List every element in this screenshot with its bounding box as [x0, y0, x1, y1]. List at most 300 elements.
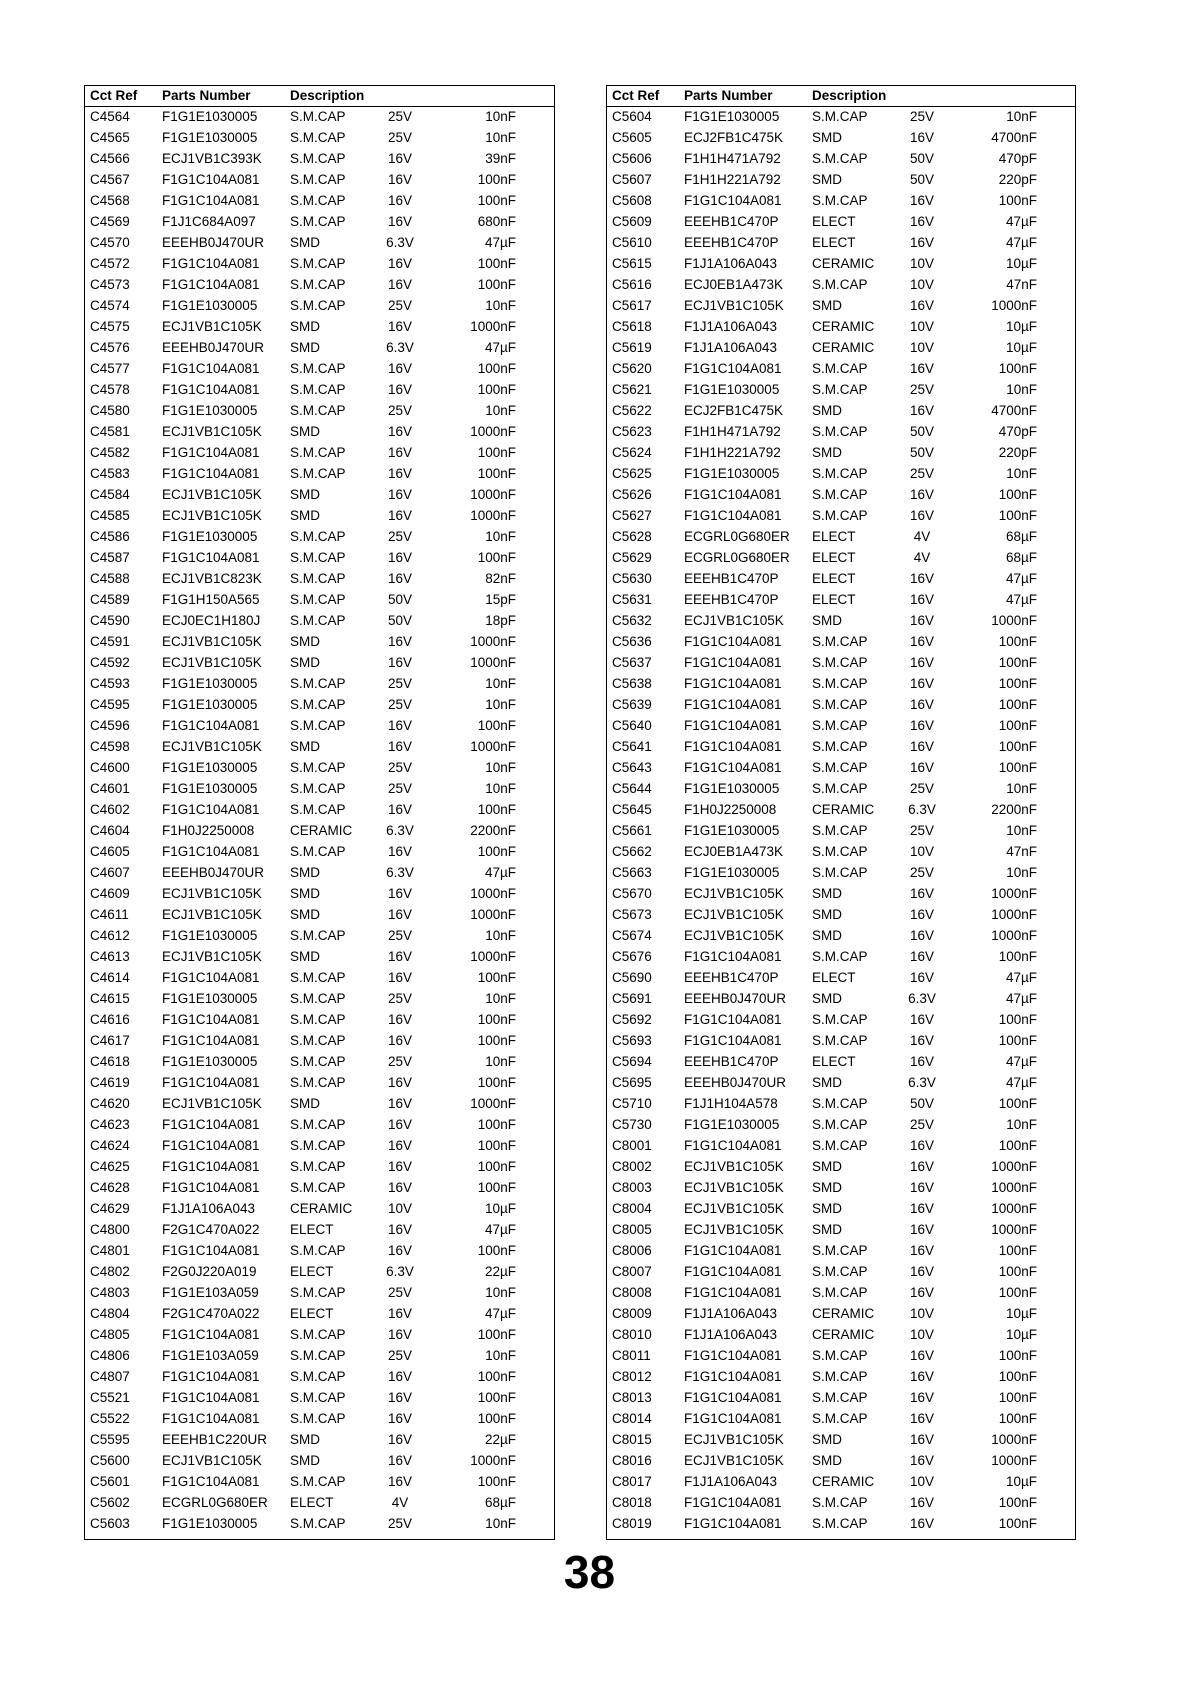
cell-parts-number: ECJ1VB1C105K: [684, 1432, 784, 1447]
cell-parts-number: F1G1C104A081: [684, 1516, 782, 1531]
cell-cct-ref: C5695: [612, 1075, 652, 1090]
cell-cct-ref: C4572: [90, 256, 130, 271]
table-row: [607, 968, 1075, 989]
cell-description: S.M.CAP: [812, 676, 868, 691]
cell-cct-ref: C8009: [612, 1306, 652, 1321]
cell-parts-number: ECJ1VB1C105K: [684, 613, 784, 628]
cell-value: 68µF: [1005, 550, 1037, 565]
cell-value: 100nF: [477, 844, 516, 859]
cell-cct-ref: C4583: [90, 466, 130, 481]
cell-description: S.M.CAP: [290, 193, 346, 208]
cell-description: CERAMIC: [290, 1201, 353, 1216]
table-row: [607, 1304, 1075, 1325]
table-row: [85, 1199, 554, 1220]
cell-cct-ref: C4614: [90, 970, 130, 985]
cell-parts-number: F1G1C104A081: [162, 1369, 260, 1384]
table-row: [607, 884, 1075, 905]
cell-cct-ref: C5595: [90, 1432, 130, 1447]
cell-voltage: 16V: [387, 1159, 413, 1174]
cell-value: 1000nF: [470, 907, 516, 922]
cell-description: S.M.CAP: [290, 1327, 346, 1342]
cell-value: 470pF: [998, 424, 1037, 439]
table-row: [85, 170, 554, 191]
cell-description: S.M.CAP: [812, 1012, 868, 1027]
cell-description: ELECT: [812, 571, 856, 586]
cell-parts-number: ECJ1VB1C105K: [162, 319, 262, 334]
cell-voltage: 25V: [387, 1516, 413, 1531]
cell-cct-ref: C4609: [90, 886, 130, 901]
cell-parts-number: F1G1E1030005: [162, 298, 258, 313]
cell-value: 220pF: [998, 445, 1037, 460]
cell-description: ELECT: [812, 1054, 856, 1069]
table-row: [607, 1430, 1075, 1451]
cell-parts-number: F1G1C104A081: [684, 676, 782, 691]
cell-value: 18pF: [485, 613, 516, 628]
table-row: [85, 1346, 554, 1367]
cell-value: 1000nF: [470, 886, 516, 901]
cell-parts-number: ECGRL0G680ER: [684, 550, 790, 565]
cell-cct-ref: C4570: [90, 235, 130, 250]
cell-voltage: 16V: [387, 655, 413, 670]
table-row: [607, 485, 1075, 506]
cell-description: S.M.CAP: [812, 1516, 868, 1531]
cell-voltage: 16V: [387, 1180, 413, 1195]
cell-value: 47µF: [484, 1306, 516, 1321]
cell-voltage: 25V: [387, 529, 413, 544]
cell-voltage: 16V: [909, 1222, 935, 1237]
cell-description: S.M.CAP: [812, 1138, 868, 1153]
cell-cct-ref: C5521: [90, 1390, 130, 1405]
cell-value: 10nF: [1006, 109, 1037, 124]
table-row: [85, 338, 554, 359]
cell-parts-number: F1G1C104A081: [162, 1075, 260, 1090]
cell-description: CERAMIC: [290, 823, 353, 838]
cell-cct-ref: C4581: [90, 424, 130, 439]
cell-cct-ref: C5622: [612, 403, 652, 418]
cell-value: 1000nF: [470, 487, 516, 502]
table-row: [607, 422, 1075, 443]
cell-cct-ref: C8007: [612, 1264, 652, 1279]
cell-cct-ref: C5644: [612, 781, 652, 796]
table-row: [85, 1094, 554, 1115]
cell-voltage: 16V: [909, 403, 935, 418]
cell-value: 100nF: [477, 970, 516, 985]
cell-cct-ref: C4585: [90, 508, 130, 523]
table-row: [85, 485, 554, 506]
cell-value: 100nF: [998, 1285, 1037, 1300]
cell-parts-number: ECJ1VB1C105K: [162, 1096, 262, 1111]
cell-parts-number: F1G1E1030005: [684, 109, 780, 124]
table-row: [607, 1283, 1075, 1304]
table-row: [85, 1325, 554, 1346]
cell-parts-number: F1J1A106A043: [684, 1327, 778, 1342]
cell-description: S.M.CAP: [290, 1180, 346, 1195]
table-row: [85, 821, 554, 842]
cell-cct-ref: C4624: [90, 1138, 130, 1153]
cell-parts-number: ECJ1VB1C105K: [162, 634, 262, 649]
cell-parts-number: F1G1E1030005: [684, 382, 780, 397]
cell-value: 1000nF: [991, 298, 1037, 313]
cell-value: 47µF: [484, 865, 516, 880]
cell-value: 10nF: [485, 130, 516, 145]
cell-value: 47nF: [1006, 844, 1037, 859]
cell-cct-ref: C4800: [90, 1222, 130, 1237]
cell-voltage: 16V: [909, 1159, 935, 1174]
table-body: [607, 107, 1075, 1535]
cell-voltage: 16V: [387, 1243, 413, 1258]
cell-value: 1000nF: [470, 655, 516, 670]
table-row: [85, 758, 554, 779]
cell-cct-ref: C5710: [612, 1096, 652, 1111]
cell-cct-ref: C4802: [90, 1264, 130, 1279]
cell-description: S.M.CAP: [812, 1243, 868, 1258]
table-row: [85, 1010, 554, 1031]
cell-description: S.M.CAP: [290, 676, 346, 691]
table-row: [607, 1493, 1075, 1514]
table-row: [607, 821, 1075, 842]
cell-parts-number: F1G1C104A081: [684, 1495, 782, 1510]
cell-parts-number: F1H1H221A792: [684, 445, 781, 460]
cell-description: SMD: [290, 886, 320, 901]
table-row: [85, 1514, 554, 1535]
cell-value: 15pF: [485, 592, 516, 607]
cell-cct-ref: C4591: [90, 634, 130, 649]
cell-description: S.M.CAP: [290, 1138, 346, 1153]
cell-value: 47µF: [484, 1222, 516, 1237]
cell-voltage: 16V: [387, 844, 413, 859]
cell-description: CERAMIC: [812, 802, 875, 817]
cell-voltage: 16V: [387, 1033, 413, 1048]
cell-value: 68µF: [1005, 529, 1037, 544]
cell-value: 1000nF: [991, 1180, 1037, 1195]
cell-description: S.M.CAP: [290, 1411, 346, 1426]
cell-cct-ref: C5620: [612, 361, 652, 376]
cell-description: S.M.CAP: [290, 445, 346, 460]
table-row: [607, 716, 1075, 737]
cell-value: 1000nF: [991, 1222, 1037, 1237]
cell-cct-ref: C4580: [90, 403, 130, 418]
cell-value: 100nF: [477, 1474, 516, 1489]
cell-description: SMD: [812, 613, 842, 628]
cell-value: 47µF: [1005, 970, 1037, 985]
cell-value: 100nF: [998, 1138, 1037, 1153]
cell-description: SMD: [290, 907, 320, 922]
cell-parts-number: ECJ1VB1C105K: [684, 1222, 784, 1237]
cell-value: 100nF: [998, 760, 1037, 775]
cell-parts-number: F1G1E103A059: [162, 1285, 259, 1300]
cell-description: S.M.CAP: [290, 1390, 346, 1405]
cell-value: 100nF: [477, 361, 516, 376]
cell-parts-number: F1G1C104A081: [684, 1411, 782, 1426]
cell-description: SMD: [290, 1432, 320, 1447]
cell-cct-ref: C8017: [612, 1474, 652, 1489]
cell-voltage: 16V: [387, 970, 413, 985]
cell-value: 47µF: [1005, 235, 1037, 250]
cell-parts-number: F1G1C104A081: [162, 445, 260, 460]
cell-voltage: 16V: [909, 886, 935, 901]
cell-parts-number: F1H0J2250008: [684, 802, 777, 817]
cell-voltage: 16V: [909, 1033, 935, 1048]
table-row: [607, 443, 1075, 464]
cell-cct-ref: C5608: [612, 193, 652, 208]
cell-parts-number: F1G1E1030005: [162, 928, 258, 943]
table-row: [607, 317, 1075, 338]
cell-cct-ref: C4586: [90, 529, 130, 544]
cell-voltage: 16V: [387, 151, 413, 166]
cell-value: 47nF: [1006, 277, 1037, 292]
cell-voltage: 16V: [909, 1264, 935, 1279]
cell-voltage: 4V: [913, 529, 931, 544]
cell-cct-ref: C8013: [612, 1390, 652, 1405]
cell-value: 4700nF: [991, 130, 1037, 145]
cell-voltage: 16V: [387, 1117, 413, 1132]
cell-cct-ref: C4582: [90, 445, 130, 460]
table-row: [85, 527, 554, 548]
cell-value: 10nF: [485, 1348, 516, 1363]
cell-parts-number: ECJ0EB1A473K: [684, 844, 784, 859]
table-row: [607, 905, 1075, 926]
table-row: [85, 590, 554, 611]
cell-parts-number: EEEHB1C220UR: [162, 1432, 268, 1447]
cell-value: 47µF: [1005, 991, 1037, 1006]
cell-value: 39nF: [485, 151, 516, 166]
cell-voltage: 25V: [909, 382, 935, 397]
cell-voltage: 16V: [909, 1138, 935, 1153]
cell-cct-ref: C4576: [90, 340, 130, 355]
cell-cct-ref: C5610: [612, 235, 652, 250]
cell-parts-number: F1G1C104A081: [684, 1369, 782, 1384]
table-row: [85, 1430, 554, 1451]
cell-value: 1000nF: [991, 613, 1037, 628]
cell-parts-number: ECJ1VB1C105K: [162, 907, 262, 922]
cell-voltage: 16V: [909, 1453, 935, 1468]
cell-description: S.M.CAP: [290, 172, 346, 187]
cell-description: SMD: [812, 1432, 842, 1447]
cell-cct-ref: C4592: [90, 655, 130, 670]
cell-voltage: 16V: [909, 1411, 935, 1426]
cell-cct-ref: C5662: [612, 844, 652, 859]
cell-value: 100nF: [477, 718, 516, 733]
cell-parts-number: F1G1H150A565: [162, 592, 260, 607]
cell-description: S.M.CAP: [812, 487, 868, 502]
table-row: [607, 590, 1075, 611]
cell-cct-ref: C5676: [612, 949, 652, 964]
cell-parts-number: F1G1C104A081: [684, 1264, 782, 1279]
cell-parts-number: F1G1C104A081: [684, 508, 782, 523]
cell-cct-ref: C4587: [90, 550, 130, 565]
cell-voltage: 16V: [909, 487, 935, 502]
cell-voltage: 16V: [909, 214, 935, 229]
cell-cct-ref: C5632: [612, 613, 652, 628]
cell-description: SMD: [812, 907, 842, 922]
cell-voltage: 6.3V: [386, 1264, 414, 1279]
cell-cct-ref: C5602: [90, 1495, 130, 1510]
cell-parts-number: F1G1C104A081: [162, 1180, 260, 1195]
cell-value: 47µF: [1005, 592, 1037, 607]
table-row: [85, 1178, 554, 1199]
cell-cct-ref: C4801: [90, 1243, 130, 1258]
cell-voltage: 16V: [909, 592, 935, 607]
cell-voltage: 16V: [387, 466, 413, 481]
table-row: [85, 968, 554, 989]
table-row: [85, 1304, 554, 1325]
cell-cct-ref: C4593: [90, 676, 130, 691]
table-row: [607, 1073, 1075, 1094]
cell-cct-ref: C5640: [612, 718, 652, 733]
table-row: [607, 1451, 1075, 1472]
cell-description: S.M.CAP: [290, 214, 346, 229]
table-row: [85, 548, 554, 569]
cell-parts-number: F1G1C104A081: [162, 1033, 260, 1048]
cell-voltage: 16V: [387, 1474, 413, 1489]
cell-voltage: 50V: [909, 445, 935, 460]
table-row: [85, 695, 554, 716]
cell-parts-number: ECJ2FB1C475K: [684, 130, 784, 145]
cell-description: S.M.CAP: [290, 970, 346, 985]
cell-cct-ref: C4577: [90, 361, 130, 376]
cell-parts-number: F1G1C104A081: [162, 844, 260, 859]
cell-description: S.M.CAP: [812, 865, 868, 880]
cell-value: 1000nF: [991, 1432, 1037, 1447]
cell-cct-ref: C4616: [90, 1012, 130, 1027]
cell-voltage: 16V: [909, 1243, 935, 1258]
cell-voltage: 16V: [909, 613, 935, 628]
cell-cct-ref: C4574: [90, 298, 130, 313]
cell-cct-ref: C8016: [612, 1453, 652, 1468]
table-row: [607, 947, 1075, 968]
table-row: [85, 296, 554, 317]
cell-cct-ref: C4611: [90, 907, 129, 922]
cell-voltage: 6.3V: [908, 802, 936, 817]
cell-value: 1000nF: [470, 739, 516, 754]
cell-value: 470pF: [998, 151, 1037, 166]
cell-voltage: 6.3V: [386, 865, 414, 880]
cell-voltage: 25V: [387, 697, 413, 712]
cell-cct-ref: C4600: [90, 760, 130, 775]
cell-description: S.M.CAP: [290, 109, 346, 124]
table-row: [85, 422, 554, 443]
cell-parts-number: ECJ1VB1C105K: [684, 1201, 784, 1216]
cell-cct-ref: C5661: [612, 823, 652, 838]
cell-parts-number: F1G1C104A081: [684, 655, 782, 670]
table-row: [607, 506, 1075, 527]
cell-value: 100nF: [998, 1369, 1037, 1384]
cell-description: S.M.CAP: [812, 760, 868, 775]
cell-description: S.M.CAP: [290, 802, 346, 817]
cell-value: 1000nF: [991, 1159, 1037, 1174]
cell-parts-number: ECJ2FB1C475K: [684, 403, 784, 418]
cell-parts-number: F1G1E1030005: [684, 781, 780, 796]
cell-description: SMD: [812, 445, 842, 460]
cell-voltage: 25V: [909, 466, 935, 481]
cell-value: 1000nF: [470, 634, 516, 649]
cell-description: S.M.CAP: [812, 634, 868, 649]
cell-cct-ref: C4803: [90, 1285, 130, 1300]
cell-cct-ref: C5624: [612, 445, 652, 460]
cell-cct-ref: C5631: [612, 592, 652, 607]
table-row: [607, 779, 1075, 800]
cell-parts-number: F1G1E1030005: [684, 466, 780, 481]
table-row: [607, 107, 1075, 128]
cell-value: 100nF: [477, 256, 516, 271]
cell-parts-number: F1G1C104A081: [162, 718, 260, 733]
cell-parts-number: F1G1C104A081: [162, 802, 260, 817]
table-row: [85, 254, 554, 275]
cell-cct-ref: C5618: [612, 319, 652, 334]
cell-description: SMD: [812, 1201, 842, 1216]
cell-voltage: 16V: [909, 508, 935, 523]
table-row: [85, 989, 554, 1010]
cell-parts-number: EEEHB1C470P: [684, 571, 779, 586]
cell-value: 100nF: [998, 1243, 1037, 1258]
cell-cct-ref: C5663: [612, 865, 652, 880]
cell-voltage: 25V: [387, 1285, 413, 1300]
header-parts-number: Parts Number: [684, 88, 773, 103]
cell-value: 10nF: [485, 403, 516, 418]
cell-parts-number: F1G1E1030005: [162, 697, 258, 712]
table-row: [607, 695, 1075, 716]
cell-parts-number: F1G1C104A081: [684, 718, 782, 733]
cell-description: SMD: [290, 424, 320, 439]
cell-cct-ref: C5637: [612, 655, 652, 670]
cell-cct-ref: C4618: [90, 1054, 130, 1069]
cell-parts-number: F1G1C104A081: [684, 1033, 782, 1048]
table-row: [85, 1031, 554, 1052]
cell-parts-number: F1G1C104A081: [684, 697, 782, 712]
cell-value: 100nF: [477, 1075, 516, 1090]
cell-voltage: 16V: [387, 718, 413, 733]
cell-value: 10nF: [1006, 382, 1037, 397]
cell-parts-number: F1G1C104A081: [162, 970, 260, 985]
cell-parts-number: ECJ0EC1H180J: [162, 613, 261, 628]
cell-voltage: 25V: [387, 130, 413, 145]
table-row: [85, 1472, 554, 1493]
cell-value: 1000nF: [470, 508, 516, 523]
cell-cct-ref: C5522: [90, 1411, 130, 1426]
cell-value: 100nF: [477, 1033, 516, 1048]
cell-parts-number: F1G1C104A081: [684, 487, 782, 502]
cell-parts-number: F1G1C104A081: [162, 193, 260, 208]
cell-voltage: 50V: [387, 613, 413, 628]
cell-value: 100nF: [998, 718, 1037, 733]
table-row: [607, 1262, 1075, 1283]
cell-cct-ref: C4575: [90, 319, 130, 334]
cell-parts-number: F1G1C104A081: [162, 466, 260, 481]
cell-description: ELECT: [812, 235, 856, 250]
cell-value: 100nF: [477, 1012, 516, 1027]
cell-cct-ref: C5616: [612, 277, 652, 292]
cell-value: 1000nF: [470, 949, 516, 964]
cell-description: S.M.CAP: [290, 928, 346, 943]
cell-voltage: 16V: [909, 1201, 935, 1216]
table-row: [85, 1493, 554, 1514]
cell-value: 1000nF: [470, 319, 516, 334]
cell-description: S.M.CAP: [290, 529, 346, 544]
cell-voltage: 25V: [387, 1054, 413, 1069]
cell-value: 47µF: [1005, 1054, 1037, 1069]
cell-voltage: 16V: [909, 1285, 935, 1300]
cell-voltage: 25V: [387, 403, 413, 418]
header-parts-number: Parts Number: [162, 88, 251, 103]
cell-cct-ref: C5630: [612, 571, 652, 586]
cell-voltage: 16V: [387, 319, 413, 334]
table-row: [85, 1115, 554, 1136]
table-row: [85, 464, 554, 485]
cell-description: S.M.CAP: [812, 508, 868, 523]
cell-description: SMD: [290, 508, 320, 523]
cell-description: S.M.CAP: [290, 781, 346, 796]
cell-voltage: 16V: [387, 739, 413, 754]
